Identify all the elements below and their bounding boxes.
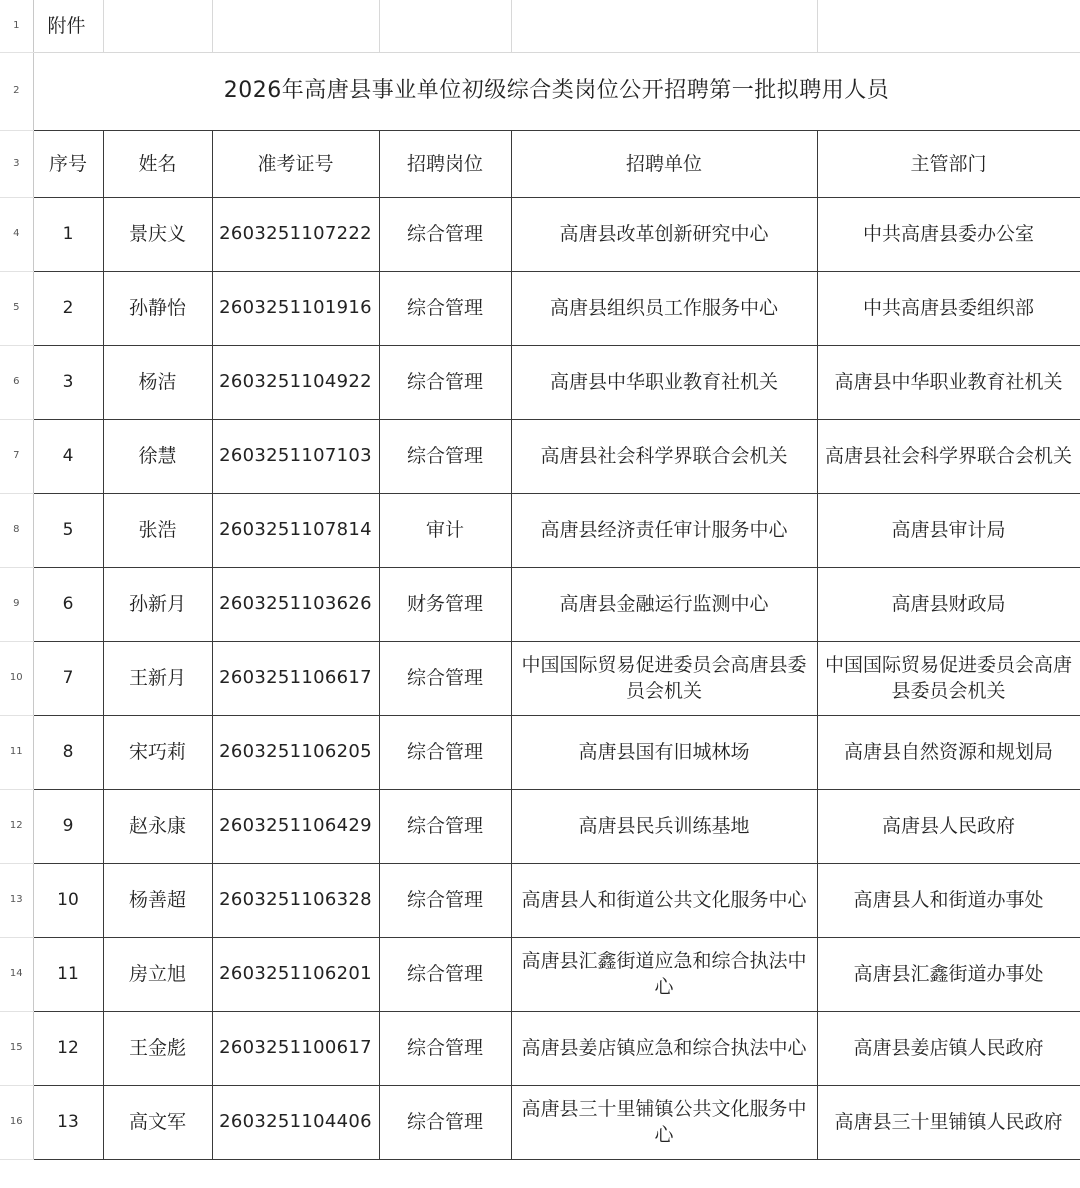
cell-seq[interactable]: 6: [33, 567, 103, 641]
cell-seq[interactable]: 11: [33, 937, 103, 1011]
table-row: [0, 641, 1080, 715]
header-row: [0, 130, 1080, 197]
cell-name[interactable]: 房立旭: [103, 937, 212, 1011]
cell-position[interactable]: 综合管理: [379, 1085, 511, 1159]
table-row: [0, 271, 1080, 345]
row-number[interactable]: 9: [0, 567, 33, 641]
cell-unit[interactable]: 高唐县改革创新研究中心: [511, 197, 817, 271]
cell-dept[interactable]: 高唐县中华职业教育社机关: [817, 345, 1080, 419]
cell-unit[interactable]: 高唐县民兵训练基地: [511, 789, 817, 863]
cell-dept[interactable]: 中共高唐县委组织部: [817, 271, 1080, 345]
row-number[interactable]: 16: [0, 1085, 33, 1159]
cell-dept[interactable]: 高唐县姜店镇人民政府: [817, 1011, 1080, 1085]
cell-ticket[interactable]: 2603251107103: [212, 419, 379, 493]
cell-unit[interactable]: 高唐县三十里铺镇公共文化服务中心: [511, 1085, 817, 1159]
cell-dept[interactable]: 高唐县汇鑫街道办事处: [817, 937, 1080, 1011]
cell-position[interactable]: 综合管理: [379, 1011, 511, 1085]
cell-unit[interactable]: 高唐县经济责任审计服务中心: [511, 493, 817, 567]
sheet-row-1: [0, 0, 1080, 52]
cell-unit[interactable]: 高唐县人和街道公共文化服务中心: [511, 863, 817, 937]
cell-seq[interactable]: 9: [33, 789, 103, 863]
empty-cell[interactable]: [379, 0, 511, 52]
cell-position[interactable]: 综合管理: [379, 641, 511, 715]
row-number[interactable]: 13: [0, 863, 33, 937]
row-number[interactable]: 4: [0, 197, 33, 271]
row-number[interactable]: 15: [0, 1011, 33, 1085]
cell-ticket[interactable]: 2603251106205: [212, 715, 379, 789]
table-row: [0, 567, 1080, 641]
cell-name[interactable]: 孙静怡: [103, 271, 212, 345]
row-number[interactable]: 6: [0, 345, 33, 419]
cell-ticket[interactable]: 2603251107814: [212, 493, 379, 567]
cell-unit[interactable]: 中国国际贸易促进委员会高唐县委员会机关: [511, 641, 817, 715]
row-number[interactable]: 14: [0, 937, 33, 1011]
row-number[interactable]: 12: [0, 789, 33, 863]
empty-cell[interactable]: [212, 0, 379, 52]
cell-name[interactable]: 王新月: [103, 641, 212, 715]
cell-ticket[interactable]: 2603251106201: [212, 937, 379, 1011]
row-number[interactable]: 8: [0, 493, 33, 567]
cell-position[interactable]: 财务管理: [379, 567, 511, 641]
cell-dept[interactable]: 高唐县社会科学界联合会机关: [817, 419, 1080, 493]
cell-position[interactable]: 综合管理: [379, 345, 511, 419]
cell-position[interactable]: 综合管理: [379, 789, 511, 863]
empty-cell[interactable]: [103, 0, 212, 52]
header-position[interactable]: 招聘岗位: [379, 130, 511, 197]
row-number[interactable]: 11: [0, 715, 33, 789]
cell-name[interactable]: 张浩: [103, 493, 212, 567]
cell-ticket[interactable]: 2603251106429: [212, 789, 379, 863]
cell-position[interactable]: 综合管理: [379, 715, 511, 789]
header-unit[interactable]: 招聘单位: [511, 130, 817, 197]
cell-seq[interactable]: 2: [33, 271, 103, 345]
cell-seq[interactable]: 1: [33, 197, 103, 271]
row-number[interactable]: 7: [0, 419, 33, 493]
cell-position[interactable]: 综合管理: [379, 197, 511, 271]
row-number[interactable]: 10: [0, 641, 33, 715]
cell-dept[interactable]: 高唐县审计局: [817, 493, 1080, 567]
cell-unit[interactable]: 高唐县国有旧城林场: [511, 715, 817, 789]
table-row: [0, 1085, 1080, 1159]
cell-ticket[interactable]: 2603251103626: [212, 567, 379, 641]
cell-ticket[interactable]: 2603251104406: [212, 1085, 379, 1159]
cell-unit[interactable]: 高唐县组织员工作服务中心: [511, 271, 817, 345]
cell-unit[interactable]: 高唐县社会科学界联合会机关: [511, 419, 817, 493]
table-row: [0, 345, 1080, 419]
row-number[interactable]: 3: [0, 130, 33, 197]
cell-ticket[interactable]: 2603251106617: [212, 641, 379, 715]
cell-position[interactable]: 综合管理: [379, 419, 511, 493]
header-ticket[interactable]: 准考证号: [212, 130, 379, 197]
row-number[interactable]: 1: [0, 0, 33, 52]
header-seq[interactable]: 序号: [33, 130, 103, 197]
cell-dept[interactable]: 高唐县自然资源和规划局: [817, 715, 1080, 789]
cell-unit[interactable]: 高唐县姜店镇应急和综合执法中心: [511, 1011, 817, 1085]
table-row: [0, 937, 1080, 1011]
row-number[interactable]: 5: [0, 271, 33, 345]
cell-seq[interactable]: 10: [33, 863, 103, 937]
cell-unit[interactable]: 高唐县中华职业教育社机关: [511, 345, 817, 419]
cell-ticket[interactable]: 2603251100617: [212, 1011, 379, 1085]
cell-position[interactable]: 综合管理: [379, 863, 511, 937]
cell-name[interactable]: 王金彪: [103, 1011, 212, 1085]
attachment-label[interactable]: 附件: [33, 0, 103, 52]
cell-dept[interactable]: 高唐县人和街道办事处: [817, 863, 1080, 937]
cell-seq[interactable]: 13: [33, 1085, 103, 1159]
table-row: [0, 715, 1080, 789]
table-row: [0, 419, 1080, 493]
cell-position[interactable]: 综合管理: [379, 271, 511, 345]
empty-cell[interactable]: [817, 0, 1080, 52]
cell-position[interactable]: 审计: [379, 493, 511, 567]
document-title[interactable]: 2026年高唐县事业单位初级综合类岗位公开招聘第一批拟聘用人员: [33, 52, 1080, 130]
header-name[interactable]: 姓名: [103, 130, 212, 197]
cell-dept[interactable]: 中国国际贸易促进委员会高唐县委员会机关: [817, 641, 1080, 715]
cell-name[interactable]: 赵永康: [103, 789, 212, 863]
row-number[interactable]: 2: [0, 52, 33, 130]
cell-name[interactable]: 孙新月: [103, 567, 212, 641]
cell-unit[interactable]: 高唐县汇鑫街道应急和综合执法中心: [511, 937, 817, 1011]
cell-name[interactable]: 宋巧莉: [103, 715, 212, 789]
table-row: [0, 863, 1080, 937]
cell-seq[interactable]: 5: [33, 493, 103, 567]
table-row: [0, 197, 1080, 271]
cell-name[interactable]: 高文军: [103, 1085, 212, 1159]
cell-position[interactable]: 综合管理: [379, 937, 511, 1011]
cell-dept[interactable]: 中共高唐县委办公室: [817, 197, 1080, 271]
cell-seq[interactable]: 4: [33, 419, 103, 493]
cell-name[interactable]: 杨善超: [103, 863, 212, 937]
cell-seq[interactable]: 12: [33, 1011, 103, 1085]
table-row: [0, 493, 1080, 567]
cell-name[interactable]: 徐慧: [103, 419, 212, 493]
cell-ticket[interactable]: 2603251107222: [212, 197, 379, 271]
sheet-row-2: [0, 52, 1080, 130]
cell-dept[interactable]: 高唐县人民政府: [817, 789, 1080, 863]
header-dept[interactable]: 主管部门: [817, 130, 1080, 197]
cell-seq[interactable]: 8: [33, 715, 103, 789]
empty-cell[interactable]: [511, 0, 817, 52]
cell-ticket[interactable]: 2603251104922: [212, 345, 379, 419]
cell-seq[interactable]: 7: [33, 641, 103, 715]
table-row: [0, 789, 1080, 863]
cell-unit[interactable]: 高唐县金融运行监测中心: [511, 567, 817, 641]
cell-name[interactable]: 杨洁: [103, 345, 212, 419]
cell-dept[interactable]: 高唐县三十里铺镇人民政府: [817, 1085, 1080, 1159]
table-row: [0, 1011, 1080, 1085]
cell-ticket[interactable]: 2603251106328: [212, 863, 379, 937]
cell-dept[interactable]: 高唐县财政局: [817, 567, 1080, 641]
cell-seq[interactable]: 3: [33, 345, 103, 419]
cell-ticket[interactable]: 2603251101916: [212, 271, 379, 345]
cell-name[interactable]: 景庆义: [103, 197, 212, 271]
